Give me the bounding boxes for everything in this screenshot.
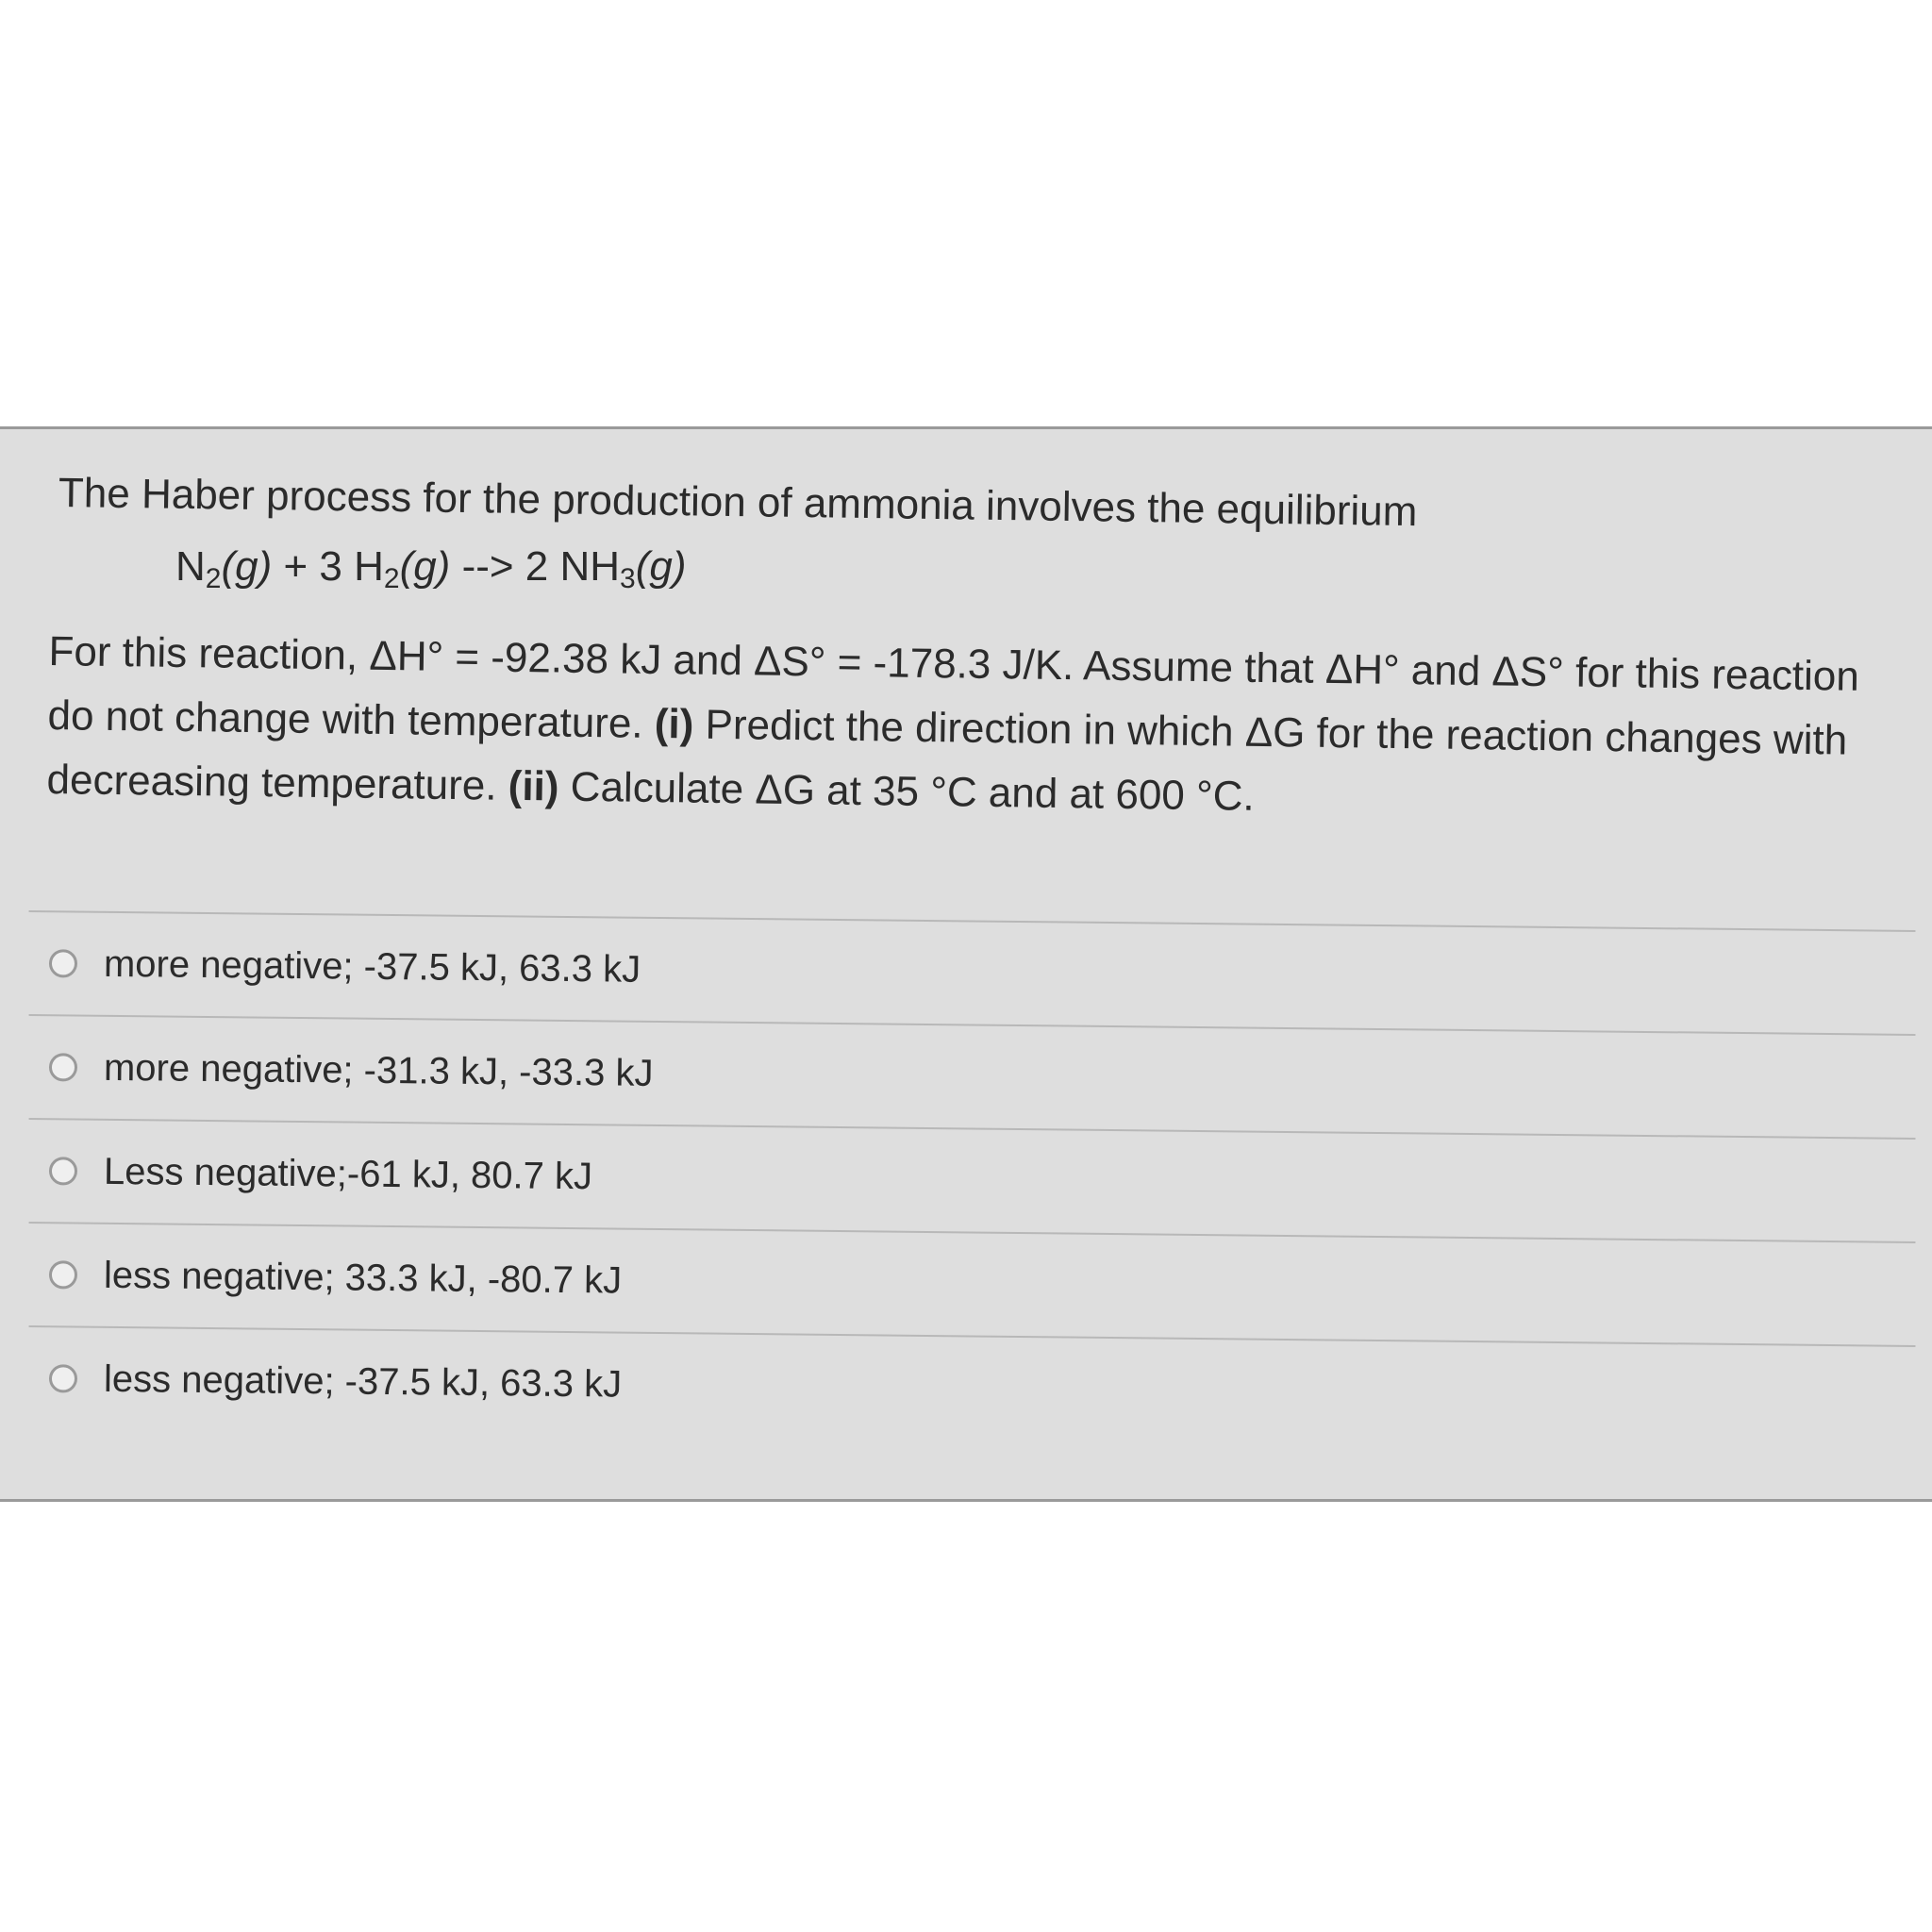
equation-nh3-phase: (g): [635, 543, 687, 590]
choice-label: less negative; 33.3 kJ, -80.7 kJ: [103, 1254, 623, 1302]
choice-label: more negative; -31.3 kJ, -33.3 kJ: [103, 1046, 654, 1094]
question-intro: The Haber process for the production of ammonia involves the equilibrium: [58, 470, 1418, 536]
equation-plus-h2: + 3 H: [272, 543, 384, 590]
equation-arrow-nh3: --> 2 NH: [450, 543, 621, 590]
answer-choices: [28, 910, 1915, 1429]
radio-button[interactable]: [49, 949, 77, 977]
question-body: [46, 620, 1907, 838]
radio-button[interactable]: [49, 1053, 77, 1081]
question-body-text-2: Predict the direction in which ΔG for the reaction changes with decreasing temperature.: [46, 701, 1848, 809]
reaction-equation: [175, 541, 1907, 593]
equation-n2-phase: (g): [221, 543, 273, 590]
choice-label: less negative; -37.5 kJ, 63.3 kJ: [103, 1357, 623, 1406]
question-stem: [46, 467, 1907, 820]
choice-label: Less negative;-61 kJ, 80.7 kJ: [103, 1150, 593, 1198]
answer-choice[interactable]: [27, 1222, 1915, 1345]
question-panel: [0, 426, 1932, 1502]
answer-choice[interactable]: [27, 1325, 1915, 1449]
question-body-text-1: For this reaction, ΔH° = -92.38 kJ and ΔS° = -178.3 J/K. Assume that ΔH° and ΔS° for this reaction do not change with temperature.: [47, 627, 1860, 747]
question-body-text-3: Calculate ΔG at 35 °C and at 600 °C.: [570, 763, 1255, 820]
equation-h2-subscript: 2: [383, 563, 400, 594]
part-i-label: (i): [654, 700, 694, 748]
equation-h2-phase: (g): [399, 543, 451, 590]
equation-nh3-subscript: 3: [620, 563, 636, 594]
equation-n2: N: [175, 543, 206, 590]
radio-button[interactable]: [49, 1157, 77, 1185]
choice-label: more negative; -37.5 kJ, 63.3 kJ: [103, 942, 641, 991]
answer-choice[interactable]: [27, 910, 1915, 1034]
radio-button[interactable]: [49, 1364, 77, 1392]
part-ii-label: (ii): [508, 762, 559, 810]
answer-choice[interactable]: [27, 1014, 1915, 1138]
radio-button[interactable]: [49, 1260, 77, 1289]
equation-n2-subscript: 2: [205, 563, 222, 594]
answer-choice[interactable]: [27, 1118, 1915, 1241]
